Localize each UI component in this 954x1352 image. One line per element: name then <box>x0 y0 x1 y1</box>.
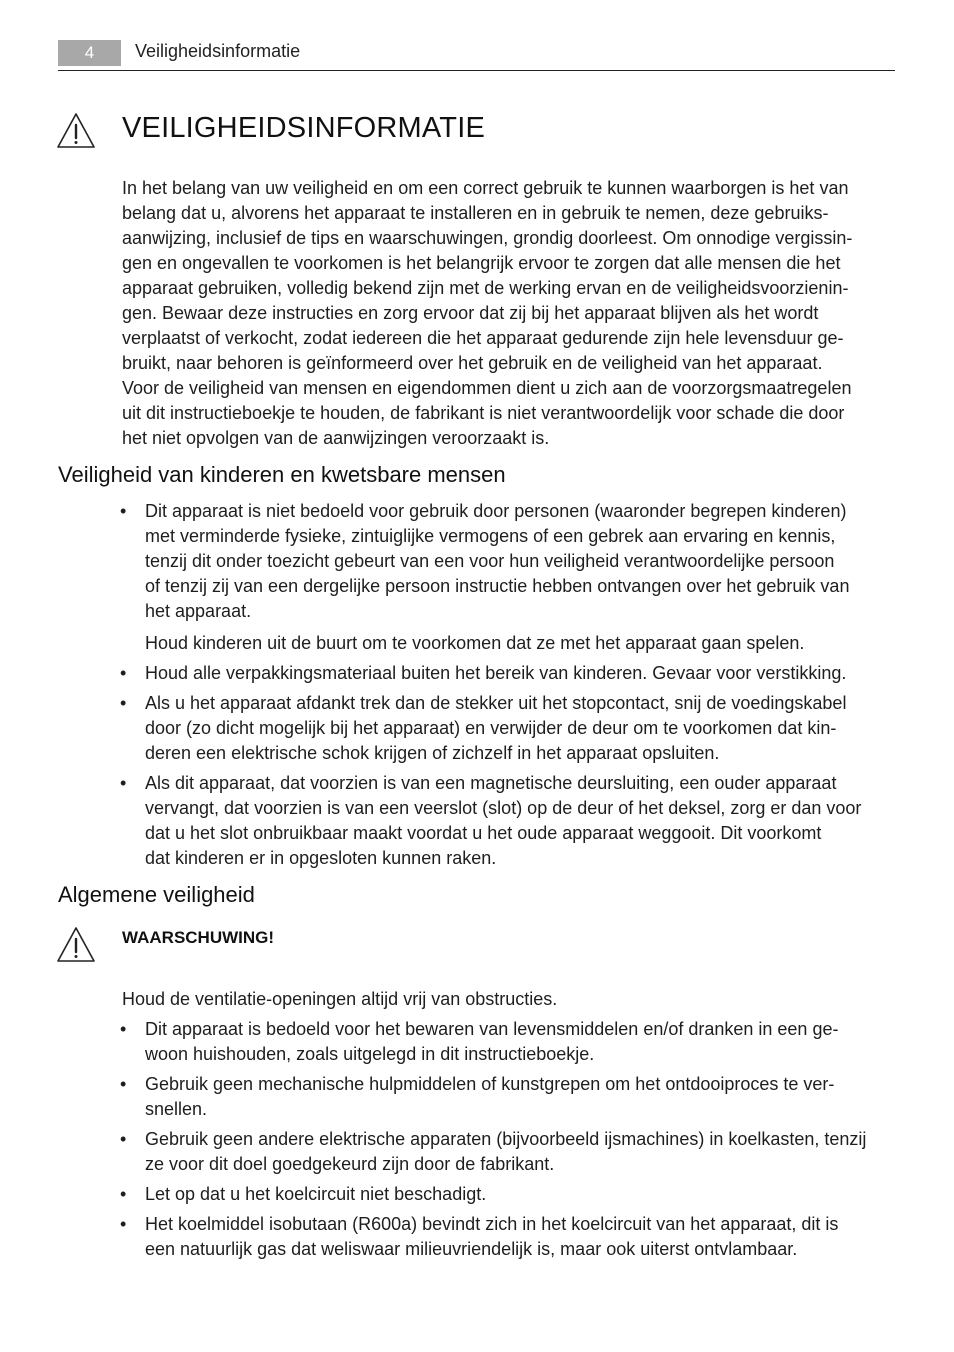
list-item <box>145 691 846 766</box>
list-item-line: met verminderde fysieke, zintuiglijke vermogens of een gebrek aan ervaring en kennis, <box>145 526 836 546</box>
list-item-line: Gebruik geen mechanische hulpmiddelen of kunstgrepen om het ontdooiproces te ver- <box>145 1074 835 1094</box>
warning-triangle-icon <box>56 112 96 150</box>
list-item-line: deren een elektrische schok krijgen of zichzelf in het apparaat opsluiten. <box>145 743 720 763</box>
list-item <box>145 1017 838 1067</box>
intro-line: het niet opvolgen van de aanwijzingen veroorzaakt is. <box>122 428 550 448</box>
list-item <box>145 661 846 686</box>
list-item <box>145 1182 486 1207</box>
header-divider <box>58 70 895 71</box>
intro-line: belang dat u, alvorens het apparaat te installeren en in gebruik te nemen, deze gebruiks- <box>122 203 829 223</box>
bullet-marker: • <box>120 663 127 683</box>
intro-line: gen. Bewaar deze instructies en zorg ervoor dat zij bij het apparaat blijven als het wordt <box>122 303 819 323</box>
list-item-line: dat u het slot onbruikbaar maakt voordat u het oude apparaat weggooit. Dit voorkomt <box>145 823 822 843</box>
intro-line: gen en ongevallen te voorkomen is het belangrijk ervoor te zorgen dat alle mensen die het <box>122 253 841 273</box>
list-item-line: ze voor dit doel goedgekeurd zijn door de fabrikant. <box>145 1154 555 1174</box>
list-item-line: Dit apparaat is niet bedoeld voor gebruik door personen (waaronder begrepen kinderen) <box>145 501 847 521</box>
list-item-line: tenzij dit onder toezicht gebeurt van een voor hun veiligheid verantwoordelijke persoon <box>145 551 835 571</box>
page-title: VEILIGHEIDSINFORMATIE <box>122 112 485 144</box>
running-header-title: Veiligheidsinformatie <box>135 41 301 61</box>
list-item-extra: Houd kinderen uit de buurt om te voorkomen dat ze met het apparaat gaan spelen. <box>145 633 805 653</box>
bullet-marker: • <box>120 773 127 793</box>
list-item-line: Houd alle verpakkingsmateriaal buiten het bereik van kinderen. Gevaar voor verstikking. <box>145 663 847 683</box>
section-heading-general: Algemene veiligheid <box>58 882 255 907</box>
list-item-line: snellen. <box>145 1099 208 1119</box>
list-item-line: woon huishouden, zoals uitgelegd in dit instructieboekje. <box>145 1044 595 1064</box>
list-item-line: het apparaat. <box>145 601 252 621</box>
list-item-line: Het koelmiddel isobutaan (R600a) bevindt zich in het koelcircuit van het apparaat, dit is <box>145 1214 839 1234</box>
intro-line: apparaat gebruiken, volledig bekend zijn met de werking ervan en de veiligheidsvoorzienin- <box>122 278 849 298</box>
bullet-marker: • <box>120 1074 127 1094</box>
list-item <box>145 1127 866 1177</box>
list-item <box>145 499 849 624</box>
intro-line: In het belang van uw veiligheid en om een correct gebruik te kunnen waarborgen is het van <box>122 178 849 198</box>
list-item-line: dat kinderen er in opgesloten kunnen raken. <box>145 848 497 868</box>
page-number: 4 <box>58 40 121 66</box>
list-item-line: vervangt, dat voorzien is van een veerslot (slot) op de deur of het deksel, zorg er dan voor <box>145 798 862 818</box>
intro-line: Voor de veiligheid van mensen en eigendommen dient u zich aan de voorzorgsmaatregelen <box>122 378 852 398</box>
list-item <box>145 771 861 871</box>
intro-line: verplaatst of verkocht, zodat iedereen die het apparaat gedurende zijn hele levensduur ge- <box>122 328 844 348</box>
list-item-line: Let op dat u het koelcircuit niet beschadigt. <box>145 1184 487 1204</box>
warning-triangle-icon <box>56 926 96 964</box>
list-item-line: Als dit apparaat, dat voorzien is van een magnetische deursluiting, een ouder apparaat <box>145 773 837 793</box>
list-item <box>145 1072 834 1122</box>
intro-line: aanwijzing, inclusief de tips en waarschuwingen, grondig doorleest. Om onnodige vergissin- <box>122 228 853 248</box>
bullet-marker: • <box>120 1129 127 1149</box>
section-heading-children: Veiligheid van kinderen en kwetsbare mensen <box>58 462 506 487</box>
intro-paragraph <box>122 176 852 451</box>
bullet-marker: • <box>120 1019 127 1039</box>
list-item-line: Dit apparaat is bedoeld voor het bewaren van levensmiddelen en/of dranken in een ge- <box>145 1019 839 1039</box>
intro-line: uit dit instructieboekje te houden, de fabrikant is niet verantwoordelijk voor schade die door <box>122 403 845 423</box>
list-item-line: of tenzij zij van een dergelijke persoon instructie hebben ontvangen over het gebruik van <box>145 576 850 596</box>
bullet-marker: • <box>120 1184 127 1204</box>
warning-label: WAARSCHUWING! <box>122 928 275 947</box>
list-item-line: een natuurlijk gas dat weliswaar milieuvriendelijk is, maar ook uiterst ontvlambaar. <box>145 1239 798 1259</box>
list-item <box>145 1212 838 1262</box>
list-item-line: Als u het apparaat afdankt trek dan de stekker uit het stopcontact, snij de voedingskabel <box>145 693 847 713</box>
intro-line: bruikt, naar behoren is geïnformeerd over het gebruik en de veiligheid van het apparaat. <box>122 353 823 373</box>
bullet-marker: • <box>120 693 127 713</box>
bullet-marker: • <box>120 501 127 521</box>
list-item-line: door (zo dicht mogelijk bij het apparaat) en verwijder de deur om te voorkomen dat kin- <box>145 718 837 738</box>
page-header <box>58 40 895 70</box>
bullet-marker: • <box>120 1214 127 1234</box>
list-item-line: Gebruik geen andere elektrische apparaten (bijvoorbeeld ijsmachines) in koelkasten, tenzij <box>145 1129 867 1149</box>
warning-text: Houd de ventilatie-openingen altijd vrij van obstructies. <box>122 989 558 1009</box>
